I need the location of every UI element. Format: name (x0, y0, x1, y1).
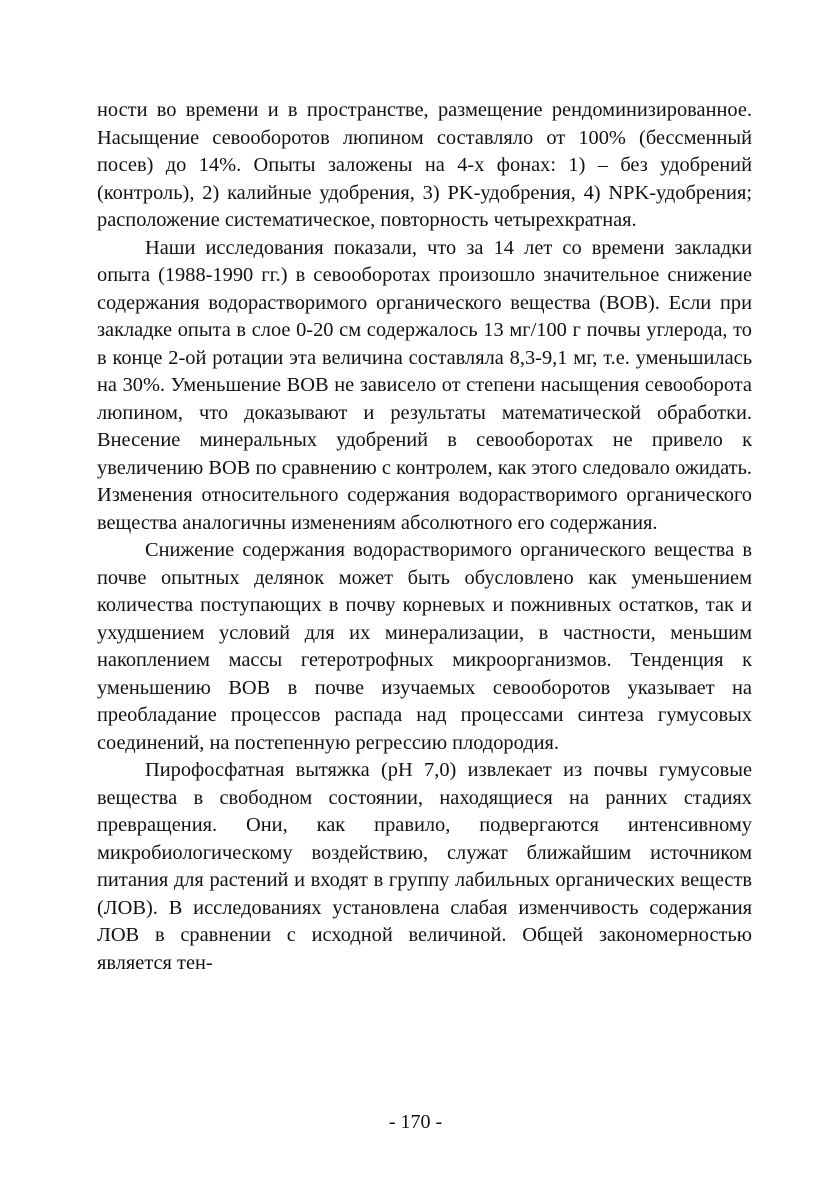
paragraph-decrease-reasons: Снижение содержания водорастворимого органического вещества в почве опытных делянок может быть обусловлено как уменьшением количества поступающих в почву корневых и пожнивных остатков, так и ухудшением условий для их минерализации, в частности, меньшим накоплением массы гетеротрофных микроорганизмов. Тенденция к уменьшению ВОВ в почве изучаемых севооборотов указывает на преобладание процессов распада над процессами синтеза гумусовых соединений, на постепенную регрессию плодородия. (97, 539, 752, 754)
paragraph-research-results: Наши исследования показали, что за 14 лет со времени закладки опыта (1988-1990 гг.) в севооборотах произошло значительное снижение содержания водорастворимого органического вещества (ВОВ). Если при закладке опыта в слое 0-20 см содержалось 13 мг/100 г почвы углерода, то в конце 2-ой ротации эта величина составляла 8,3-9,1 мг, т.е. уменьшилась на 30%. Уменьшение ВОВ не зависело от степени насыщения севооборота люпином, что доказывают и результаты математической обработки. Внесение минеральных удобрений в севооборотах не привело к увеличению ВОВ по сравнению с контролем, как этого следовало ожидать. Изменения относительного содержания водорастворимого органического вещества аналогичны изменениям абсолютного его содержания. (97, 236, 752, 534)
paragraph-pyrophosphate-extract: Пирофосфатная вытяжка (pH 7,0) извлекает из почвы гумусовые вещества в свободном состоянии, находящиеся на ранних стадиях превращения. Они, как правило, подвергаются интенсивному микробиологическому воздействию, служат ближайшим источником питания для растений и входят в группу лабильных органических веществ (ЛОВ). В исследованиях установлена слабая изменчивость содержания ЛОВ в сравнении с исходной величиной. Общей закономерностью является тен- (97, 759, 752, 974)
body-text (97, 97, 752, 977)
page-number: - 170 - (388, 1111, 443, 1133)
paragraph-continuation: ности во времени и в пространстве, размещение рендоминизированное. Насыщение севооборотов люпином составляло от 100% (бессменный посев) до 14%. Опыты заложены на 4-х фонах: 1) – без удобрений (контроль), 2) калийные удобрения, 3) PK-удобрения, 4) NPK-удобрения; расположение систематическое, повторность четырехкратная. (97, 99, 752, 231)
